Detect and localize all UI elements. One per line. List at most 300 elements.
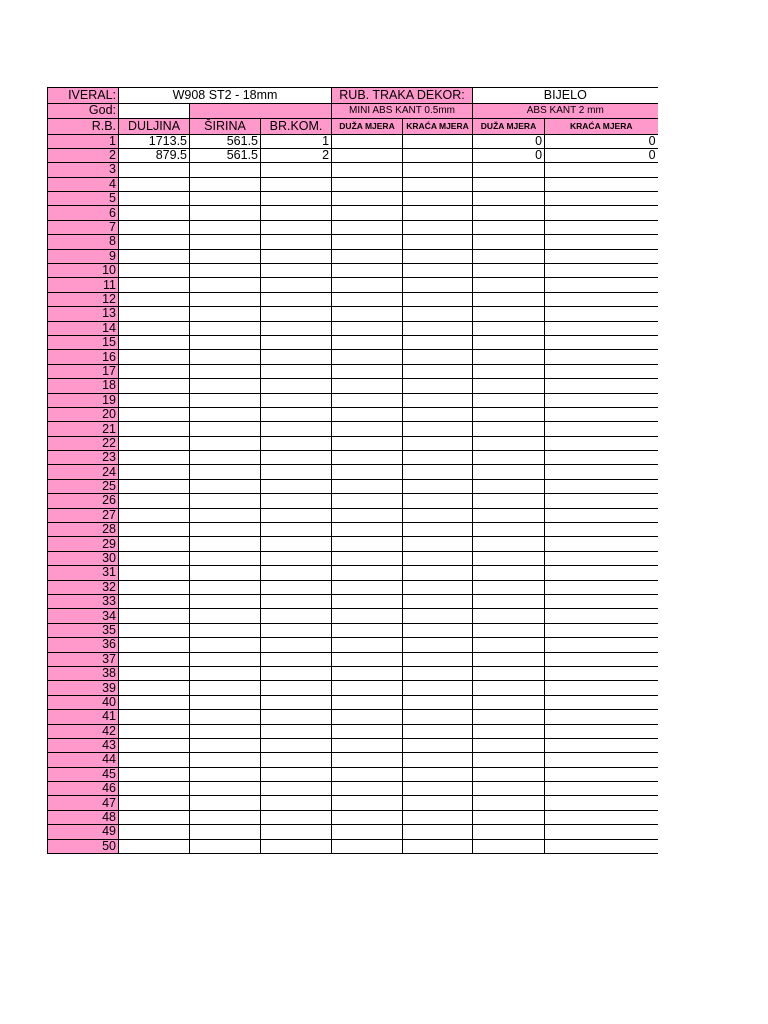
cell-rb[interactable]: 11 (48, 278, 119, 292)
god-spacer-cell[interactable] (190, 103, 332, 119)
cell-kraca2[interactable] (545, 494, 658, 508)
cell-duza1[interactable] (332, 335, 403, 349)
cell-duza2[interactable] (473, 249, 545, 263)
cell-kraca2[interactable] (545, 623, 658, 637)
cell-brkom[interactable] (261, 825, 332, 839)
cell-sirina[interactable] (190, 523, 261, 537)
cell-sirina[interactable] (190, 393, 261, 407)
cell-kraca2[interactable] (545, 364, 658, 378)
cell-kraca1[interactable] (403, 508, 473, 522)
cell-duza2[interactable] (473, 494, 545, 508)
cell-duza1[interactable] (332, 249, 403, 263)
god-value[interactable] (119, 103, 190, 119)
cell-kraca1[interactable] (403, 206, 473, 220)
cell-sirina[interactable] (190, 235, 261, 249)
cell-duljina[interactable] (119, 566, 190, 580)
col-header-duza-mjera-abs[interactable]: DUŽA MJERA (473, 119, 545, 135)
cell-kraca2[interactable] (545, 738, 658, 752)
cell-kraca1[interactable] (403, 321, 473, 335)
cell-kraca1[interactable] (403, 364, 473, 378)
cell-kraca2[interactable] (545, 839, 658, 853)
cell-duljina[interactable] (119, 379, 190, 393)
cell-sirina[interactable] (190, 681, 261, 695)
cell-brkom[interactable] (261, 436, 332, 450)
cell-rb[interactable]: 49 (48, 825, 119, 839)
cell-brkom[interactable] (261, 609, 332, 623)
cell-duza1[interactable] (332, 148, 403, 162)
cell-duza1[interactable] (332, 465, 403, 479)
cell-brkom[interactable] (261, 595, 332, 609)
cell-duza1[interactable] (332, 134, 403, 148)
cell-kraca2[interactable] (545, 638, 658, 652)
cell-kraca2[interactable] (545, 652, 658, 666)
cell-brkom[interactable] (261, 163, 332, 177)
cell-duza2[interactable] (473, 335, 545, 349)
cell-kraca2[interactable] (545, 767, 658, 781)
cell-duljina[interactable] (119, 494, 190, 508)
cell-duza1[interactable] (332, 566, 403, 580)
cell-kraca1[interactable] (403, 638, 473, 652)
cell-duljina[interactable] (119, 422, 190, 436)
cell-duza2[interactable] (473, 566, 545, 580)
cell-rb[interactable]: 2 (48, 148, 119, 162)
cell-duza1[interactable] (332, 192, 403, 206)
abs-kant-2mm-header[interactable]: ABS KANT 2 mm (473, 103, 658, 119)
cell-duza2[interactable] (473, 724, 545, 738)
cell-duza2[interactable] (473, 695, 545, 709)
cell-duza1[interactable] (332, 364, 403, 378)
cell-duljina[interactable] (119, 335, 190, 349)
cell-duljina[interactable] (119, 695, 190, 709)
cell-brkom[interactable]: 2 (261, 148, 332, 162)
cell-rb[interactable]: 1 (48, 134, 119, 148)
cell-sirina[interactable] (190, 379, 261, 393)
cell-kraca2[interactable] (545, 436, 658, 450)
cell-duza2[interactable] (473, 436, 545, 450)
cell-kraca2[interactable] (545, 335, 658, 349)
cell-brkom[interactable] (261, 393, 332, 407)
cell-sirina[interactable] (190, 407, 261, 421)
cell-sirina[interactable] (190, 192, 261, 206)
cell-rb[interactable]: 43 (48, 738, 119, 752)
cell-sirina[interactable] (190, 738, 261, 752)
cell-kraca1[interactable] (403, 652, 473, 666)
cell-duljina[interactable] (119, 523, 190, 537)
cell-rb[interactable]: 37 (48, 652, 119, 666)
cell-duljina[interactable] (119, 638, 190, 652)
cell-sirina[interactable] (190, 638, 261, 652)
cell-rb[interactable]: 9 (48, 249, 119, 263)
cell-kraca1[interactable] (403, 595, 473, 609)
cell-duza2[interactable] (473, 551, 545, 565)
cell-rb[interactable]: 40 (48, 695, 119, 709)
cell-rb[interactable]: 20 (48, 407, 119, 421)
cell-kraca1[interactable] (403, 753, 473, 767)
rub-traka-value[interactable]: BIJELO (473, 88, 658, 104)
cell-brkom[interactable] (261, 220, 332, 234)
cell-kraca2[interactable] (545, 753, 658, 767)
cell-duza2[interactable] (473, 192, 545, 206)
cell-sirina[interactable] (190, 652, 261, 666)
cell-duza2[interactable] (473, 825, 545, 839)
cell-kraca1[interactable] (403, 738, 473, 752)
cell-kraca1[interactable] (403, 465, 473, 479)
cell-rb[interactable]: 6 (48, 206, 119, 220)
cell-rb[interactable]: 13 (48, 307, 119, 321)
cell-kraca1[interactable] (403, 580, 473, 594)
cell-sirina[interactable] (190, 724, 261, 738)
cell-duza2[interactable] (473, 177, 545, 191)
cell-duza2[interactable] (473, 595, 545, 609)
cell-duza1[interactable] (332, 321, 403, 335)
cell-kraca2[interactable] (545, 609, 658, 623)
cell-rb[interactable]: 41 (48, 710, 119, 724)
cell-duljina[interactable] (119, 782, 190, 796)
cell-kraca1[interactable] (403, 666, 473, 680)
cell-brkom[interactable] (261, 566, 332, 580)
cell-kraca1[interactable] (403, 192, 473, 206)
cell-brkom[interactable] (261, 810, 332, 824)
cell-brkom[interactable] (261, 580, 332, 594)
cell-duza2[interactable] (473, 652, 545, 666)
cell-duljina[interactable] (119, 810, 190, 824)
cell-duljina[interactable] (119, 738, 190, 752)
cell-kraca2[interactable] (545, 422, 658, 436)
cell-duza2[interactable] (473, 580, 545, 594)
cell-kraca2[interactable] (545, 551, 658, 565)
cell-duza1[interactable] (332, 537, 403, 551)
cell-kraca2[interactable] (545, 350, 658, 364)
cell-kraca1[interactable] (403, 810, 473, 824)
cell-rb[interactable]: 28 (48, 523, 119, 537)
cell-sirina[interactable] (190, 796, 261, 810)
cell-kraca2[interactable] (545, 278, 658, 292)
cell-rb[interactable]: 33 (48, 595, 119, 609)
cell-duza1[interactable] (332, 508, 403, 522)
cell-duza1[interactable] (332, 796, 403, 810)
cell-kraca1[interactable] (403, 264, 473, 278)
cell-duljina[interactable] (119, 206, 190, 220)
cell-brkom[interactable] (261, 465, 332, 479)
cell-sirina[interactable] (190, 278, 261, 292)
cell-rb[interactable]: 10 (48, 264, 119, 278)
cell-duza2[interactable] (473, 364, 545, 378)
cell-sirina[interactable] (190, 695, 261, 709)
cell-duza2[interactable] (473, 264, 545, 278)
cell-duza2[interactable] (473, 767, 545, 781)
cell-rb[interactable]: 7 (48, 220, 119, 234)
cell-sirina[interactable] (190, 335, 261, 349)
cell-kraca1[interactable] (403, 451, 473, 465)
cell-kraca2[interactable]: 0 (545, 134, 658, 148)
cell-duza2[interactable]: 0 (473, 134, 545, 148)
cell-duljina[interactable] (119, 767, 190, 781)
cell-brkom[interactable] (261, 753, 332, 767)
cell-duljina[interactable] (119, 307, 190, 321)
cell-kraca1[interactable] (403, 393, 473, 407)
cell-duza2[interactable] (473, 523, 545, 537)
cell-sirina[interactable] (190, 321, 261, 335)
col-header-brkom[interactable]: BR.KOM. (261, 119, 332, 135)
cell-kraca2[interactable] (545, 393, 658, 407)
cell-kraca2[interactable] (545, 681, 658, 695)
cell-sirina[interactable] (190, 666, 261, 680)
cell-kraca1[interactable] (403, 479, 473, 493)
cell-kraca2[interactable] (545, 451, 658, 465)
cell-sirina[interactable] (190, 839, 261, 853)
cell-duljina[interactable] (119, 796, 190, 810)
cell-kraca2[interactable] (545, 407, 658, 421)
cell-sirina[interactable] (190, 163, 261, 177)
cell-duza2[interactable] (473, 307, 545, 321)
cell-duljina[interactable] (119, 508, 190, 522)
cell-duza1[interactable] (332, 580, 403, 594)
cell-duza2[interactable] (473, 782, 545, 796)
cell-sirina[interactable] (190, 307, 261, 321)
cell-kraca1[interactable] (403, 292, 473, 306)
cell-brkom[interactable] (261, 407, 332, 421)
cell-duljina[interactable] (119, 825, 190, 839)
cell-duljina[interactable] (119, 264, 190, 278)
cell-duljina[interactable]: 879.5 (119, 148, 190, 162)
cell-kraca1[interactable] (403, 839, 473, 853)
cell-kraca2[interactable] (545, 465, 658, 479)
cell-duza1[interactable] (332, 451, 403, 465)
cell-brkom[interactable] (261, 796, 332, 810)
cell-sirina[interactable] (190, 782, 261, 796)
cell-sirina[interactable] (190, 767, 261, 781)
cell-kraca1[interactable] (403, 551, 473, 565)
cell-duljina[interactable] (119, 235, 190, 249)
cell-sirina[interactable] (190, 364, 261, 378)
cell-brkom[interactable] (261, 782, 332, 796)
cell-duza2[interactable] (473, 321, 545, 335)
cell-brkom[interactable] (261, 350, 332, 364)
cell-duljina[interactable] (119, 753, 190, 767)
cell-duljina[interactable] (119, 249, 190, 263)
col-header-kraca-mjera-abs[interactable]: KRAĆA MJERA (545, 119, 658, 135)
cell-duza1[interactable] (332, 307, 403, 321)
cell-duza1[interactable] (332, 767, 403, 781)
cell-rb[interactable]: 16 (48, 350, 119, 364)
cell-duljina[interactable] (119, 580, 190, 594)
cell-brkom[interactable] (261, 379, 332, 393)
cell-rb[interactable]: 36 (48, 638, 119, 652)
cell-duza2[interactable] (473, 810, 545, 824)
cell-sirina[interactable] (190, 292, 261, 306)
cell-duza1[interactable] (332, 393, 403, 407)
cell-rb[interactable]: 27 (48, 508, 119, 522)
cell-kraca1[interactable] (403, 249, 473, 263)
cell-rb[interactable]: 38 (48, 666, 119, 680)
cell-kraca2[interactable] (545, 523, 658, 537)
cell-rb[interactable]: 8 (48, 235, 119, 249)
cell-duza1[interactable] (332, 235, 403, 249)
cell-duljina[interactable] (119, 623, 190, 637)
cell-rb[interactable]: 47 (48, 796, 119, 810)
cell-duza1[interactable] (332, 206, 403, 220)
cell-sirina[interactable] (190, 566, 261, 580)
col-header-rb[interactable]: R.B. (48, 119, 119, 135)
cell-duza1[interactable] (332, 825, 403, 839)
cell-sirina[interactable] (190, 177, 261, 191)
cell-sirina[interactable] (190, 537, 261, 551)
cell-duljina[interactable] (119, 839, 190, 853)
cell-kraca1[interactable] (403, 609, 473, 623)
cell-duza2[interactable] (473, 623, 545, 637)
cell-duza2[interactable] (473, 465, 545, 479)
cell-kraca2[interactable] (545, 782, 658, 796)
cell-kraca1[interactable] (403, 710, 473, 724)
cell-kraca2[interactable] (545, 666, 658, 680)
cell-sirina[interactable] (190, 810, 261, 824)
cell-duljina[interactable] (119, 407, 190, 421)
iveral-label[interactable]: IVERAL: (48, 88, 119, 104)
cell-duza2[interactable] (473, 206, 545, 220)
cell-duljina[interactable] (119, 220, 190, 234)
cell-sirina[interactable] (190, 264, 261, 278)
cell-rb[interactable]: 44 (48, 753, 119, 767)
cell-duza1[interactable] (332, 422, 403, 436)
cell-rb[interactable]: 23 (48, 451, 119, 465)
cell-rb[interactable]: 46 (48, 782, 119, 796)
cell-kraca1[interactable] (403, 724, 473, 738)
cell-duza2[interactable] (473, 479, 545, 493)
cell-duza1[interactable] (332, 264, 403, 278)
cell-kraca2[interactable] (545, 566, 658, 580)
cell-sirina[interactable] (190, 422, 261, 436)
cell-rb[interactable]: 4 (48, 177, 119, 191)
cell-rb[interactable]: 29 (48, 537, 119, 551)
cell-duljina[interactable] (119, 350, 190, 364)
cell-duljina[interactable] (119, 652, 190, 666)
cell-brkom[interactable] (261, 321, 332, 335)
cell-kraca1[interactable] (403, 782, 473, 796)
cell-duljina[interactable] (119, 278, 190, 292)
cell-rb[interactable]: 45 (48, 767, 119, 781)
cell-rb[interactable]: 22 (48, 436, 119, 450)
cell-brkom[interactable] (261, 551, 332, 565)
cell-duza1[interactable] (332, 350, 403, 364)
cell-kraca1[interactable] (403, 436, 473, 450)
cell-sirina[interactable] (190, 508, 261, 522)
mini-abs-kant-header[interactable]: MINI ABS KANT 0.5mm (332, 103, 473, 119)
cell-kraca2[interactable] (545, 379, 658, 393)
cell-brkom[interactable] (261, 710, 332, 724)
cell-kraca2[interactable] (545, 264, 658, 278)
cell-sirina[interactable]: 561.5 (190, 148, 261, 162)
cell-duljina[interactable] (119, 537, 190, 551)
cell-brkom[interactable] (261, 523, 332, 537)
cell-rb[interactable]: 26 (48, 494, 119, 508)
cell-kraca1[interactable] (403, 537, 473, 551)
cell-kraca2[interactable] (545, 177, 658, 191)
cell-kraca1[interactable] (403, 163, 473, 177)
cell-sirina[interactable] (190, 753, 261, 767)
cell-sirina[interactable] (190, 220, 261, 234)
cell-kraca1[interactable] (403, 523, 473, 537)
cell-duza2[interactable] (473, 163, 545, 177)
cell-rb[interactable]: 12 (48, 292, 119, 306)
cell-duza1[interactable] (332, 652, 403, 666)
cell-sirina[interactable] (190, 206, 261, 220)
cell-kraca2[interactable] (545, 695, 658, 709)
cell-kraca1[interactable] (403, 623, 473, 637)
cell-duza2[interactable] (473, 278, 545, 292)
cell-kraca2[interactable] (545, 163, 658, 177)
cell-sirina[interactable] (190, 825, 261, 839)
cell-duljina[interactable] (119, 393, 190, 407)
cell-kraca1[interactable] (403, 148, 473, 162)
cell-kraca1[interactable] (403, 235, 473, 249)
cell-duza1[interactable] (332, 666, 403, 680)
cell-duza2[interactable] (473, 508, 545, 522)
cell-duza1[interactable] (332, 278, 403, 292)
cell-duza2[interactable]: 0 (473, 148, 545, 162)
cell-brkom[interactable] (261, 508, 332, 522)
cell-kraca1[interactable] (403, 278, 473, 292)
cell-duljina[interactable] (119, 479, 190, 493)
cell-kraca1[interactable] (403, 566, 473, 580)
cell-kraca2[interactable] (545, 206, 658, 220)
cell-duza1[interactable] (332, 551, 403, 565)
cell-duza1[interactable] (332, 738, 403, 752)
cell-duljina[interactable] (119, 724, 190, 738)
cell-duza1[interactable] (332, 724, 403, 738)
cell-rb[interactable]: 3 (48, 163, 119, 177)
cell-duza2[interactable] (473, 350, 545, 364)
cell-duljina[interactable] (119, 192, 190, 206)
cell-duljina[interactable] (119, 451, 190, 465)
cell-duza2[interactable] (473, 796, 545, 810)
cell-duza2[interactable] (473, 681, 545, 695)
cell-brkom[interactable] (261, 638, 332, 652)
cell-duljina[interactable] (119, 609, 190, 623)
cell-duljina[interactable] (119, 710, 190, 724)
cell-brkom[interactable] (261, 451, 332, 465)
cell-duza1[interactable] (332, 523, 403, 537)
cell-kraca1[interactable] (403, 695, 473, 709)
cell-rb[interactable]: 32 (48, 580, 119, 594)
cell-kraca1[interactable] (403, 407, 473, 421)
cell-duza2[interactable] (473, 666, 545, 680)
cell-brkom[interactable] (261, 264, 332, 278)
cell-duza2[interactable] (473, 537, 545, 551)
cell-brkom[interactable] (261, 695, 332, 709)
cell-brkom[interactable] (261, 623, 332, 637)
cell-duza1[interactable] (332, 782, 403, 796)
cell-duljina[interactable] (119, 681, 190, 695)
cell-brkom[interactable] (261, 335, 332, 349)
cell-rb[interactable]: 34 (48, 609, 119, 623)
cell-duljina[interactable]: 1713.5 (119, 134, 190, 148)
cell-duza1[interactable] (332, 839, 403, 853)
cell-rb[interactable]: 5 (48, 192, 119, 206)
cell-duza2[interactable] (473, 738, 545, 752)
cell-rb[interactable]: 25 (48, 479, 119, 493)
cell-brkom[interactable] (261, 767, 332, 781)
cell-duza1[interactable] (332, 292, 403, 306)
cell-kraca2[interactable] (545, 595, 658, 609)
cell-sirina[interactable] (190, 595, 261, 609)
cell-brkom[interactable] (261, 479, 332, 493)
cell-sirina[interactable] (190, 580, 261, 594)
cell-sirina[interactable] (190, 609, 261, 623)
cell-duljina[interactable] (119, 666, 190, 680)
cell-sirina[interactable]: 561.5 (190, 134, 261, 148)
cell-duza1[interactable] (332, 494, 403, 508)
cell-rb[interactable]: 21 (48, 422, 119, 436)
